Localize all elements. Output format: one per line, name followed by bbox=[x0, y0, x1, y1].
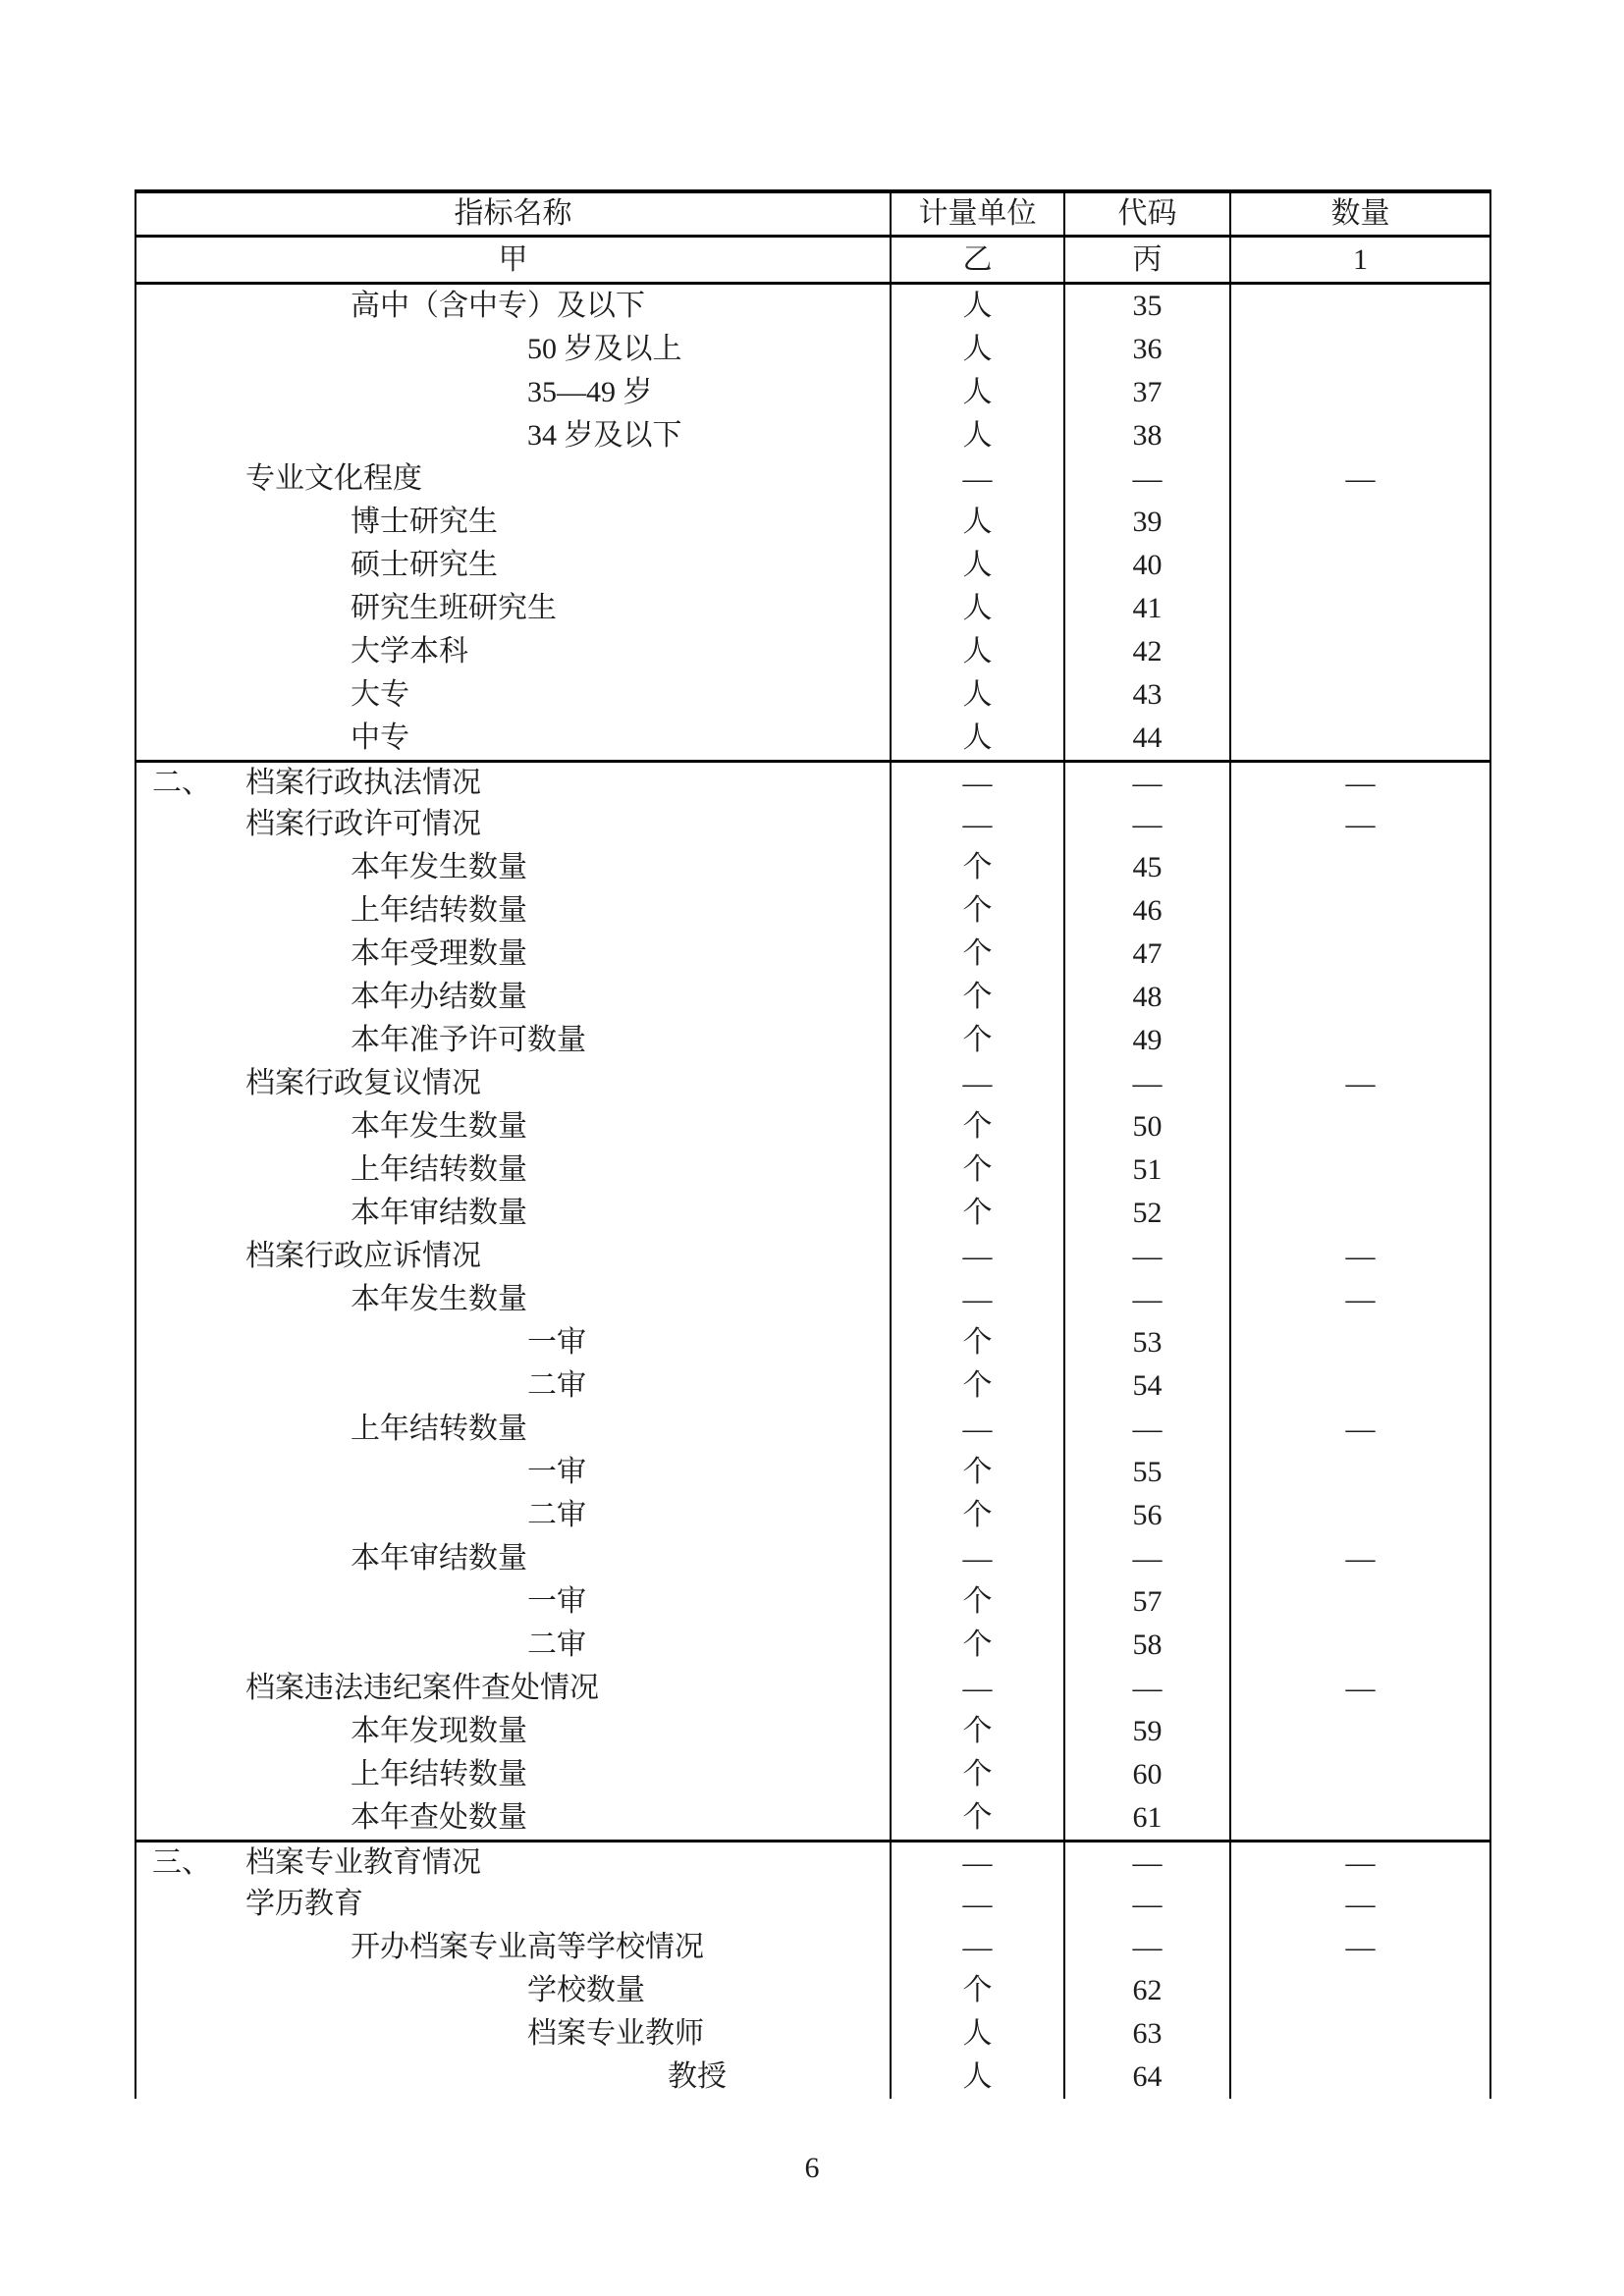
quantity-cell bbox=[1231, 976, 1489, 1019]
indicator-cell bbox=[136, 501, 892, 544]
indicator-label: 本年发生数量 bbox=[351, 851, 527, 883]
table-row bbox=[136, 1710, 1489, 1753]
quantity-cell bbox=[1231, 933, 1489, 976]
indicator-cell bbox=[136, 1408, 892, 1451]
unit-cell: 个 bbox=[892, 976, 1065, 1019]
unit-cell: 个 bbox=[892, 1105, 1065, 1148]
code-cell: — bbox=[1065, 1062, 1231, 1105]
subheader-yi: 乙 bbox=[892, 238, 1065, 282]
indicator-label: 上年结转数量 bbox=[351, 894, 527, 927]
header-code: 代码 bbox=[1065, 193, 1231, 235]
code-cell: 56 bbox=[1065, 1494, 1231, 1537]
code-cell: 40 bbox=[1065, 544, 1231, 587]
indicator-label: 上年结转数量 bbox=[351, 1413, 527, 1445]
quantity-cell bbox=[1231, 1105, 1489, 1148]
table-row bbox=[136, 1926, 1489, 1969]
table-row bbox=[136, 630, 1489, 673]
code-cell: 38 bbox=[1065, 414, 1231, 457]
quantity-cell bbox=[1231, 1321, 1489, 1364]
unit-cell: 人 bbox=[892, 544, 1065, 587]
code-cell: — bbox=[1065, 1667, 1231, 1710]
table-row bbox=[136, 1278, 1489, 1321]
indicator-label: 学校数量 bbox=[527, 1974, 645, 2006]
unit-cell: — bbox=[892, 1235, 1065, 1278]
indicator-label: 硕士研究生 bbox=[351, 549, 498, 581]
table-row bbox=[136, 933, 1489, 976]
unit-cell: — bbox=[892, 1278, 1065, 1321]
indicator-cell bbox=[136, 846, 892, 889]
table-row bbox=[136, 1883, 1489, 1926]
table-body bbox=[136, 285, 1489, 2099]
unit-cell: 人 bbox=[892, 371, 1065, 414]
indicator-cell bbox=[136, 1321, 892, 1364]
quantity-cell bbox=[1231, 1796, 1489, 1840]
indicator-cell bbox=[136, 1278, 892, 1321]
header-unit: 计量单位 bbox=[892, 193, 1065, 235]
indicator-cell bbox=[136, 1969, 892, 2012]
unit-cell: 个 bbox=[892, 889, 1065, 933]
section-number: 二、 bbox=[152, 766, 211, 799]
unit-cell: 个 bbox=[892, 1148, 1065, 1192]
code-cell: 52 bbox=[1065, 1192, 1231, 1235]
unit-cell: 个 bbox=[892, 846, 1065, 889]
quantity-cell bbox=[1231, 501, 1489, 544]
table-row bbox=[136, 501, 1489, 544]
quantity-cell bbox=[1231, 1624, 1489, 1667]
indicator-cell bbox=[136, 457, 892, 501]
code-cell: 60 bbox=[1065, 1753, 1231, 1796]
indicator-label: 上年结转数量 bbox=[351, 1153, 527, 1186]
unit-cell: 人 bbox=[892, 328, 1065, 371]
code-cell: 41 bbox=[1065, 587, 1231, 630]
code-cell: 58 bbox=[1065, 1624, 1231, 1667]
table-row bbox=[136, 1062, 1489, 1105]
unit-cell: 个 bbox=[892, 1753, 1065, 1796]
table-row bbox=[136, 1408, 1489, 1451]
indicator-cell bbox=[136, 1883, 892, 1926]
quantity-cell: — bbox=[1345, 462, 1376, 495]
indicator-cell bbox=[136, 1192, 892, 1235]
indicator-label: 专业文化程度 bbox=[245, 462, 422, 495]
unit-cell: — bbox=[892, 1926, 1065, 1969]
table-row bbox=[136, 1494, 1489, 1537]
section-number: 三、 bbox=[152, 1845, 211, 1879]
code-cell: 54 bbox=[1065, 1364, 1231, 1408]
indicator-label: 大专 bbox=[351, 678, 409, 711]
table-row bbox=[136, 1148, 1489, 1192]
unit-cell: 个 bbox=[892, 1364, 1065, 1408]
indicator-cell bbox=[136, 673, 892, 717]
code-cell: — bbox=[1065, 1537, 1231, 1580]
indicator-cell bbox=[136, 1710, 892, 1753]
quantity-cell: — bbox=[1345, 1542, 1376, 1575]
code-cell: — bbox=[1065, 1235, 1231, 1278]
indicator-cell bbox=[136, 328, 892, 371]
code-cell: 53 bbox=[1065, 1321, 1231, 1364]
table-row bbox=[136, 544, 1489, 587]
indicator-label: 博士研究生 bbox=[351, 506, 498, 538]
table-row bbox=[136, 1451, 1489, 1494]
table-row bbox=[136, 1624, 1489, 1667]
unit-cell: — bbox=[892, 803, 1065, 846]
unit-cell: 人 bbox=[892, 2012, 1065, 2056]
table-row bbox=[136, 328, 1489, 371]
quantity-cell bbox=[1231, 1580, 1489, 1624]
code-cell: 51 bbox=[1065, 1148, 1231, 1192]
page-number: 6 bbox=[804, 2152, 820, 2184]
indicator-label: 本年查处数量 bbox=[351, 1801, 527, 1834]
code-cell: 42 bbox=[1065, 630, 1231, 673]
indicator-cell bbox=[136, 630, 892, 673]
quantity-cell: — bbox=[1345, 1283, 1376, 1315]
indicator-cell bbox=[136, 1842, 892, 1883]
quantity-cell bbox=[1231, 1494, 1489, 1537]
quantity-cell: — bbox=[1345, 1931, 1376, 1963]
code-cell: 35 bbox=[1065, 285, 1231, 328]
unit-cell: 个 bbox=[892, 1969, 1065, 2012]
unit-cell: 个 bbox=[892, 1796, 1065, 1840]
indicator-cell bbox=[136, 1062, 892, 1105]
code-cell: 44 bbox=[1065, 717, 1231, 760]
indicator-label: 本年审结数量 bbox=[351, 1542, 527, 1575]
unit-cell: 人 bbox=[892, 414, 1065, 457]
table-row bbox=[136, 285, 1489, 328]
indicator-label: 一审 bbox=[527, 1585, 586, 1618]
header-indicator-name: 指标名称 bbox=[136, 193, 892, 235]
table-row bbox=[136, 587, 1489, 630]
quantity-cell bbox=[1231, 587, 1489, 630]
table-row bbox=[136, 1235, 1489, 1278]
unit-cell: 个 bbox=[892, 1494, 1065, 1537]
table-row bbox=[136, 1753, 1489, 1796]
code-cell: 36 bbox=[1065, 328, 1231, 371]
table-row bbox=[136, 717, 1489, 760]
code-cell: — bbox=[1065, 457, 1231, 501]
indicator-label: 34 岁及以下 bbox=[527, 419, 682, 452]
indicator-label: 高中（含中专）及以下 bbox=[351, 290, 645, 322]
quantity-cell: — bbox=[1345, 1672, 1376, 1704]
unit-cell: 个 bbox=[892, 1624, 1065, 1667]
table-row bbox=[136, 1192, 1489, 1235]
quantity-cell bbox=[1231, 2056, 1489, 2099]
code-cell: 37 bbox=[1065, 371, 1231, 414]
indicator-cell bbox=[136, 285, 892, 328]
indicator-cell bbox=[136, 1019, 892, 1062]
unit-cell: 个 bbox=[892, 1710, 1065, 1753]
quantity-cell bbox=[1231, 889, 1489, 933]
code-cell: 46 bbox=[1065, 889, 1231, 933]
quantity-cell: — bbox=[1345, 1067, 1376, 1099]
unit-cell: 个 bbox=[892, 1192, 1065, 1235]
table-row bbox=[136, 1667, 1489, 1710]
quantity-cell bbox=[1231, 717, 1489, 760]
code-cell: 47 bbox=[1065, 933, 1231, 976]
quantity-cell bbox=[1231, 630, 1489, 673]
indicator-label: 学历教育 bbox=[245, 1888, 363, 1920]
table-row bbox=[136, 371, 1489, 414]
quantity-cell bbox=[1231, 1753, 1489, 1796]
indicator-cell bbox=[136, 1667, 892, 1710]
quantity-cell bbox=[1231, 1451, 1489, 1494]
code-cell: 49 bbox=[1065, 1019, 1231, 1062]
indicator-label: 二审 bbox=[527, 1499, 586, 1531]
indicator-label: 35—49 岁 bbox=[527, 376, 653, 408]
indicator-label: 一审 bbox=[527, 1326, 586, 1359]
quantity-cell bbox=[1231, 846, 1489, 889]
quantity-cell: — bbox=[1345, 1888, 1376, 1920]
indicator-cell bbox=[136, 763, 892, 803]
code-cell: 62 bbox=[1065, 1969, 1231, 2012]
indicator-cell bbox=[136, 1796, 892, 1840]
table-row bbox=[136, 1796, 1489, 1840]
indicator-cell bbox=[136, 544, 892, 587]
quantity-cell bbox=[1231, 414, 1489, 457]
indicator-label: 本年办结数量 bbox=[351, 981, 527, 1013]
unit-cell: 人 bbox=[892, 587, 1065, 630]
code-cell: 59 bbox=[1065, 1710, 1231, 1753]
quantity-cell bbox=[1231, 673, 1489, 717]
indicator-cell bbox=[136, 803, 892, 846]
code-cell: 63 bbox=[1065, 2012, 1231, 2056]
unit-cell: 人 bbox=[892, 501, 1065, 544]
unit-cell: — bbox=[892, 1537, 1065, 1580]
quantity-cell bbox=[1231, 328, 1489, 371]
code-cell: 55 bbox=[1065, 1451, 1231, 1494]
indicator-label: 档案专业教师 bbox=[527, 2017, 704, 2050]
indicator-cell bbox=[136, 1451, 892, 1494]
code-cell: 64 bbox=[1065, 2056, 1231, 2099]
indicator-label: 档案行政许可情况 bbox=[245, 808, 481, 840]
indicator-cell bbox=[136, 371, 892, 414]
unit-cell: 人 bbox=[892, 2056, 1065, 2099]
quantity-cell bbox=[1231, 544, 1489, 587]
quantity-cell bbox=[1231, 371, 1489, 414]
indicator-label: 档案行政应诉情况 bbox=[245, 1240, 481, 1272]
quantity-cell bbox=[1231, 285, 1489, 328]
indicator-label: 教授 bbox=[668, 2060, 727, 2093]
unit-cell: — bbox=[892, 1408, 1065, 1451]
unit-cell: — bbox=[892, 457, 1065, 501]
code-cell: — bbox=[1065, 803, 1231, 846]
unit-cell: — bbox=[892, 1667, 1065, 1710]
unit-cell: — bbox=[892, 1062, 1065, 1105]
indicator-cell bbox=[136, 1364, 892, 1408]
indicator-cell bbox=[136, 717, 892, 760]
code-cell: 57 bbox=[1065, 1580, 1231, 1624]
indicator-cell bbox=[136, 2056, 892, 2099]
code-cell: — bbox=[1065, 763, 1231, 803]
code-cell: — bbox=[1065, 1842, 1231, 1883]
indicator-cell bbox=[136, 1235, 892, 1278]
quantity-cell bbox=[1231, 1192, 1489, 1235]
table-row bbox=[136, 2056, 1489, 2099]
subheader-jia: 甲 bbox=[136, 238, 892, 282]
indicator-label: 上年结转数量 bbox=[351, 1758, 527, 1790]
unit-cell: 个 bbox=[892, 1321, 1065, 1364]
unit-cell: 人 bbox=[892, 285, 1065, 328]
unit-cell: — bbox=[892, 1883, 1065, 1926]
indicator-label: 档案专业教育情况 bbox=[245, 1845, 481, 1879]
quantity-cell: — bbox=[1345, 1845, 1376, 1879]
indicator-label: 研究生班研究生 bbox=[351, 592, 557, 624]
quantity-cell bbox=[1231, 2012, 1489, 2056]
table-subheader-row bbox=[136, 238, 1489, 285]
indicator-label: 二审 bbox=[527, 1369, 586, 1402]
table-row bbox=[136, 2012, 1489, 2056]
code-cell: — bbox=[1065, 1408, 1231, 1451]
quantity-cell: — bbox=[1345, 1240, 1376, 1272]
indicator-cell bbox=[136, 976, 892, 1019]
code-cell: 48 bbox=[1065, 976, 1231, 1019]
indicator-cell bbox=[136, 1537, 892, 1580]
quantity-cell bbox=[1231, 1019, 1489, 1062]
indicator-cell bbox=[136, 933, 892, 976]
quantity-cell bbox=[1231, 1710, 1489, 1753]
indicator-cell bbox=[136, 1753, 892, 1796]
unit-cell: 人 bbox=[892, 673, 1065, 717]
indicator-cell bbox=[136, 1148, 892, 1192]
code-cell: 61 bbox=[1065, 1796, 1231, 1840]
table-row bbox=[136, 1321, 1489, 1364]
indicator-cell bbox=[136, 2012, 892, 2056]
indicator-cell bbox=[136, 1494, 892, 1537]
code-cell: — bbox=[1065, 1278, 1231, 1321]
indicator-label: 二审 bbox=[527, 1629, 586, 1661]
code-cell: — bbox=[1065, 1883, 1231, 1926]
indicator-label: 档案违法违纪案件查处情况 bbox=[245, 1672, 599, 1704]
unit-cell: 个 bbox=[892, 1580, 1065, 1624]
statistics-table bbox=[135, 189, 1491, 2099]
indicator-label: 开办档案专业高等学校情况 bbox=[351, 1931, 704, 1963]
table-row bbox=[136, 1019, 1489, 1062]
table-row bbox=[136, 976, 1489, 1019]
indicator-label: 本年发现数量 bbox=[351, 1715, 527, 1747]
table-row bbox=[136, 803, 1489, 846]
quantity-cell bbox=[1231, 1364, 1489, 1408]
indicator-label: 档案行政执法情况 bbox=[245, 766, 481, 799]
indicator-label: 档案行政复议情况 bbox=[245, 1067, 481, 1099]
indicator-label: 一审 bbox=[527, 1456, 586, 1488]
indicator-label: 本年发生数量 bbox=[351, 1110, 527, 1143]
table-row bbox=[136, 846, 1489, 889]
unit-cell: 个 bbox=[892, 933, 1065, 976]
indicator-label: 本年发生数量 bbox=[351, 1283, 527, 1315]
unit-cell: 个 bbox=[892, 1451, 1065, 1494]
unit-cell: 人 bbox=[892, 630, 1065, 673]
table-row bbox=[136, 457, 1489, 501]
table-row bbox=[136, 760, 1489, 803]
indicator-cell bbox=[136, 1624, 892, 1667]
table-row bbox=[136, 1840, 1489, 1883]
table-row bbox=[136, 1580, 1489, 1624]
indicator-label: 本年准予许可数量 bbox=[351, 1024, 586, 1056]
table-row bbox=[136, 414, 1489, 457]
table-header-row bbox=[136, 193, 1489, 238]
unit-cell: — bbox=[892, 763, 1065, 803]
subheader-one: 1 bbox=[1353, 242, 1368, 276]
indicator-label: 本年受理数量 bbox=[351, 937, 527, 970]
indicator-cell bbox=[136, 414, 892, 457]
table-row bbox=[136, 889, 1489, 933]
quantity-cell: — bbox=[1345, 766, 1376, 799]
indicator-label: 中专 bbox=[351, 721, 409, 754]
indicator-label: 50 岁及以上 bbox=[527, 333, 682, 365]
table-row bbox=[136, 673, 1489, 717]
table-row bbox=[136, 1969, 1489, 2012]
indicator-cell bbox=[136, 1926, 892, 1969]
unit-cell: 个 bbox=[892, 1019, 1065, 1062]
indicator-cell bbox=[136, 1580, 892, 1624]
quantity-cell bbox=[1231, 1969, 1489, 2012]
quantity-cell: — bbox=[1345, 808, 1376, 840]
table-row bbox=[136, 1105, 1489, 1148]
indicator-cell bbox=[136, 587, 892, 630]
unit-cell: 人 bbox=[892, 717, 1065, 760]
unit-cell: — bbox=[892, 1842, 1065, 1883]
code-cell: 43 bbox=[1065, 673, 1231, 717]
code-cell: 39 bbox=[1065, 501, 1231, 544]
indicator-cell bbox=[136, 889, 892, 933]
quantity-cell bbox=[1231, 1148, 1489, 1192]
indicator-label: 大学本科 bbox=[351, 635, 468, 667]
indicator-label: 本年审结数量 bbox=[351, 1197, 527, 1229]
quantity-cell: — bbox=[1345, 1413, 1376, 1445]
code-cell: — bbox=[1065, 1926, 1231, 1969]
header-quantity: 数量 bbox=[1330, 197, 1390, 230]
code-cell: 50 bbox=[1065, 1105, 1231, 1148]
table-row bbox=[136, 1537, 1489, 1580]
table-row bbox=[136, 1364, 1489, 1408]
code-cell: 45 bbox=[1065, 846, 1231, 889]
indicator-cell bbox=[136, 1105, 892, 1148]
subheader-bing: 丙 bbox=[1065, 238, 1231, 282]
